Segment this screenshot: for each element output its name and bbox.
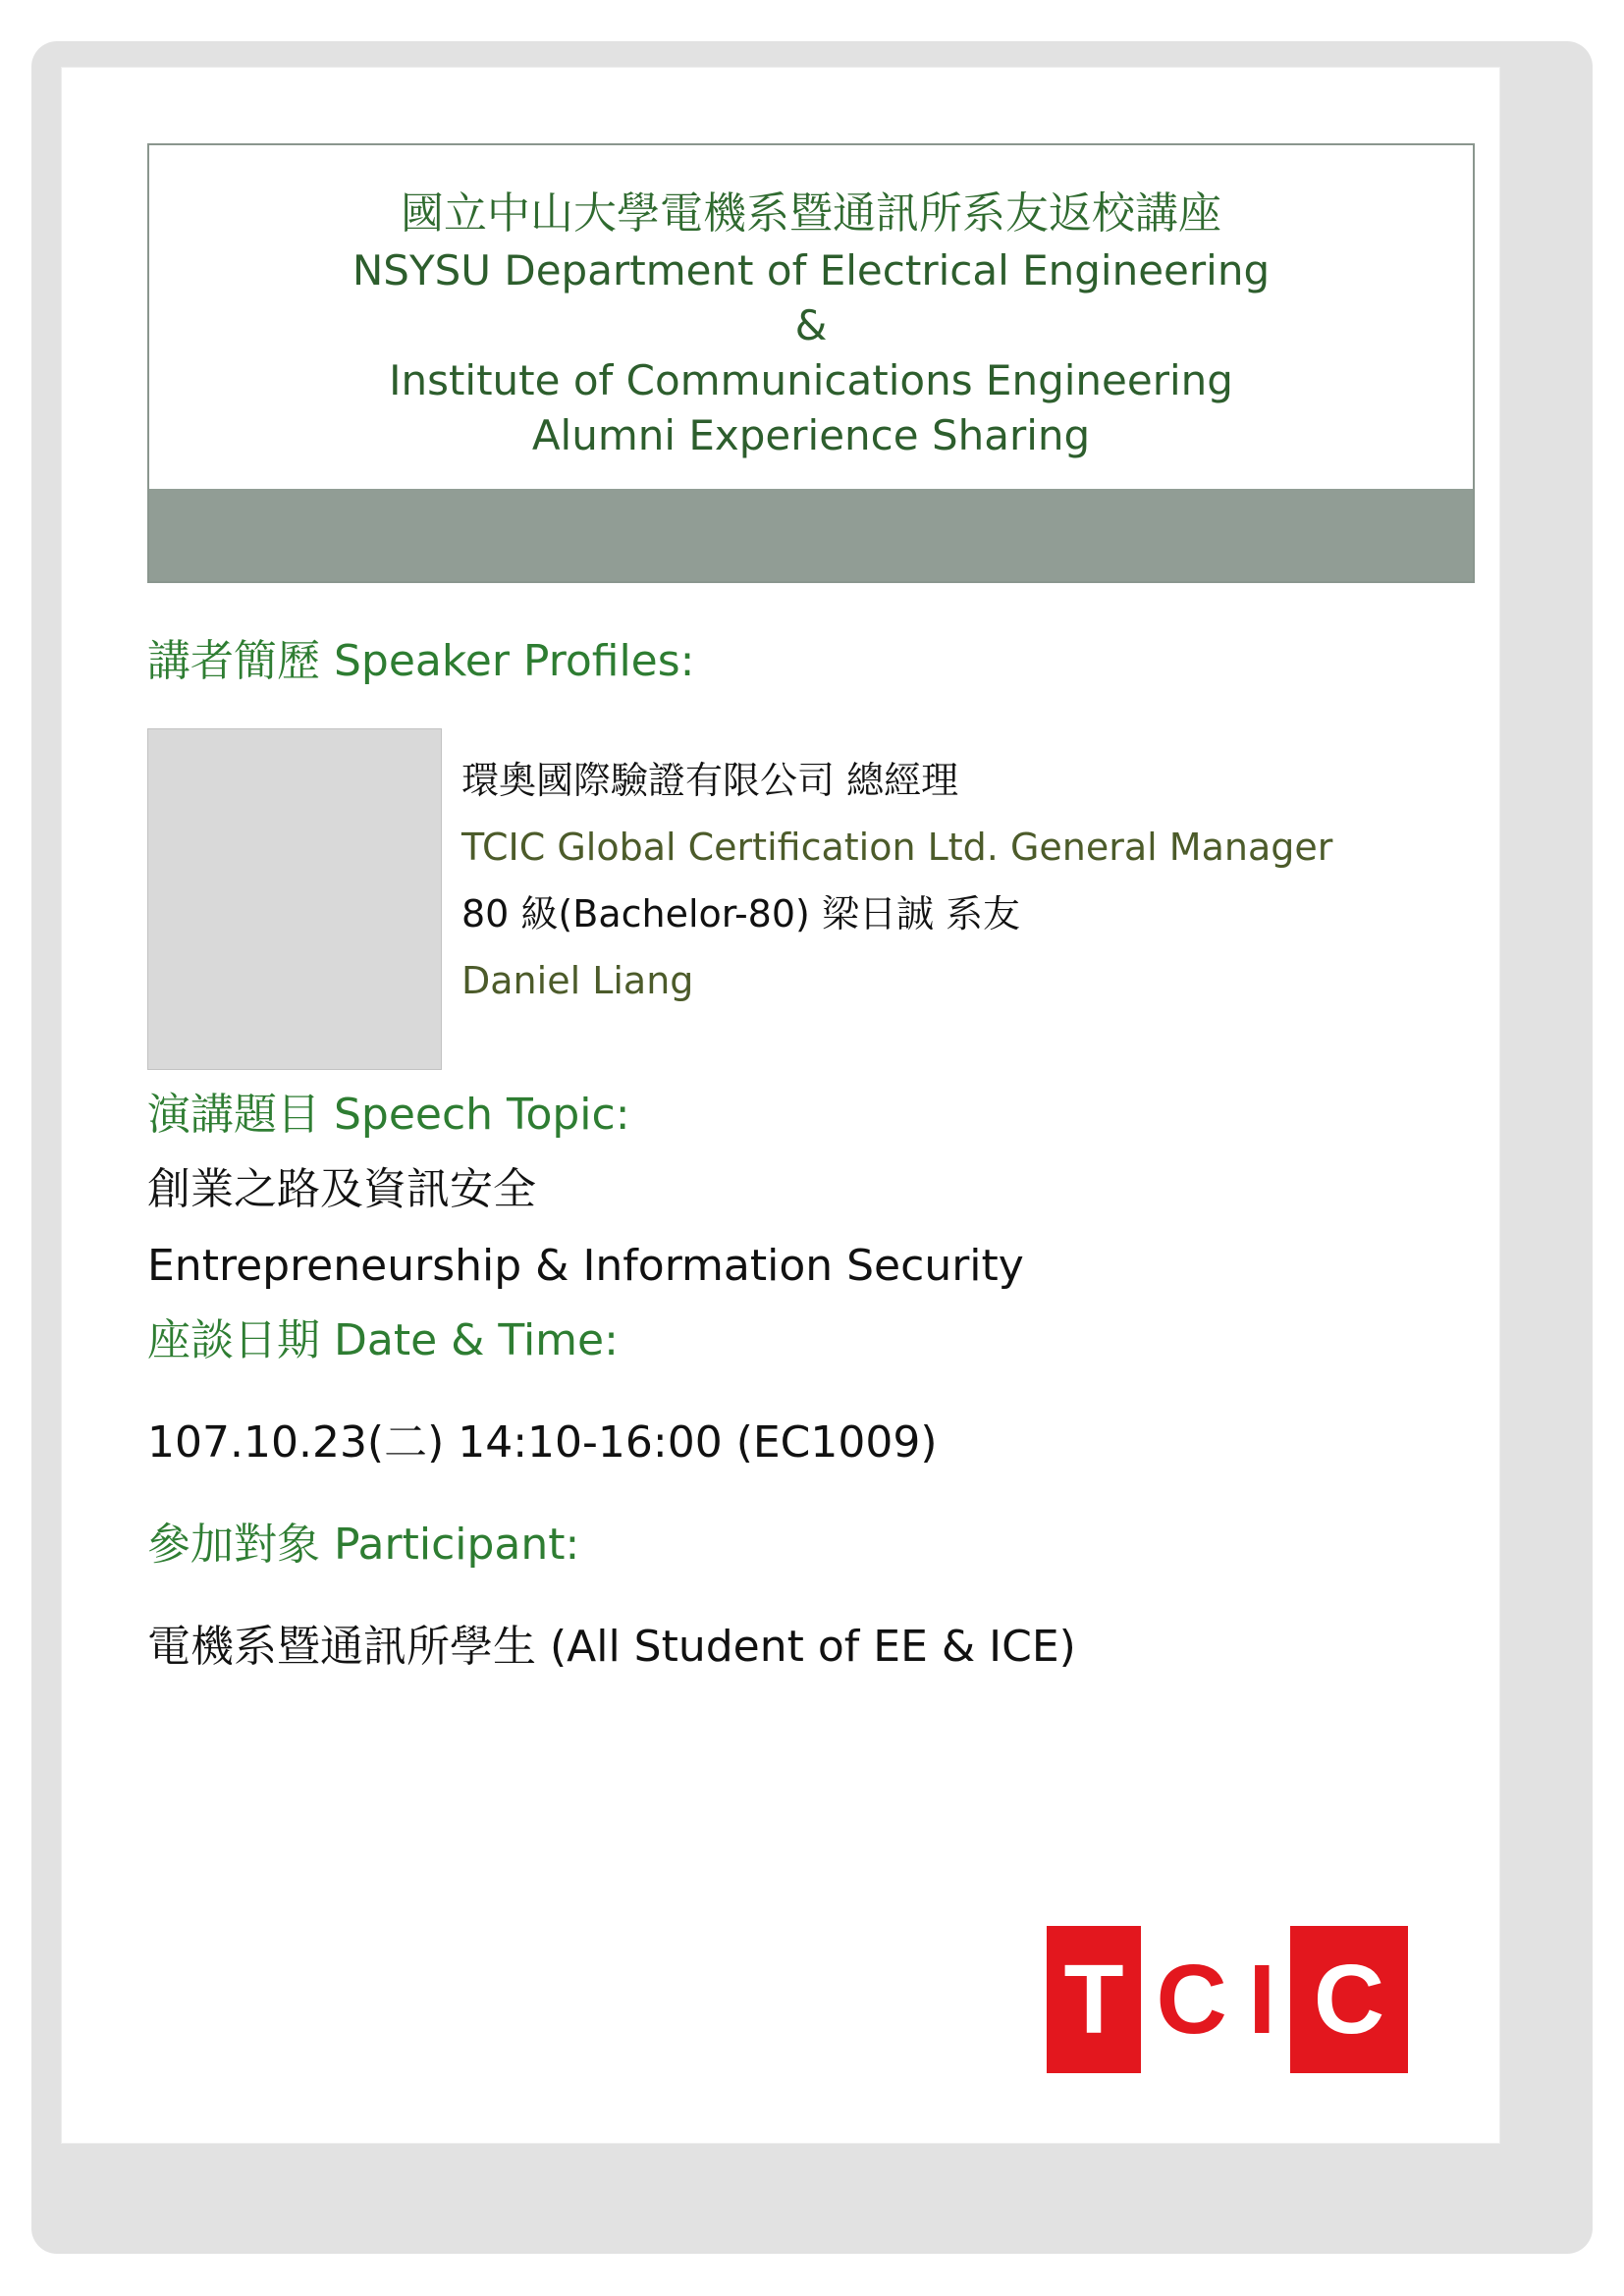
- logo-letter-i: I: [1242, 1926, 1281, 2073]
- logo-letter-c2: C: [1290, 1926, 1408, 2073]
- speaker-company-en: TCIC Global Certification Ltd. General Manager: [461, 826, 1333, 869]
- title-chinese: 國立中山大學電機系暨通訊所系友返校講座: [401, 188, 1221, 239]
- title-line-3: Institute of Communications Engineering: [389, 356, 1233, 404]
- logo-letter-c: C: [1150, 1926, 1234, 2073]
- participant-value: 電機系暨通訊所學生 (All Student of EE & ICE): [147, 1622, 1076, 1672]
- title-text: [149, 185, 1473, 463]
- topic-en: Entrepreneurship & Information Security: [147, 1241, 1024, 1291]
- tcic-logo: [1047, 1926, 1408, 2073]
- topic-heading: 演講題目 Speech Topic:: [147, 1090, 630, 1140]
- date-value: 107.10.23(二) 14:10-16:00 (EC1009): [147, 1417, 938, 1468]
- title-box: [147, 143, 1475, 583]
- date-heading: 座談日期 Date & Time:: [147, 1315, 619, 1365]
- logo-letter-t: T: [1047, 1926, 1141, 2073]
- speaker-photo: [147, 728, 442, 1070]
- topic-zh: 創業之路及資訊安全: [147, 1164, 536, 1214]
- title-line-4: Alumni Experience Sharing: [531, 411, 1091, 459]
- speaker-company-zh: 環奧國際驗證有限公司 總經理: [461, 759, 959, 802]
- speaker-alumni: 80 級(Bachelor-80) 梁日誠 系友: [461, 892, 1021, 935]
- title-band: [149, 489, 1473, 581]
- title-line-1: NSYSU Department of Electrical Engineering: [352, 246, 1271, 294]
- participant-heading: 參加對象 Participant:: [147, 1520, 580, 1570]
- title-line-2: &: [794, 301, 828, 349]
- speaker-name-en: Daniel Liang: [461, 959, 694, 1002]
- speaker-heading: 講者簡歷 Speaker Profiles:: [147, 636, 695, 686]
